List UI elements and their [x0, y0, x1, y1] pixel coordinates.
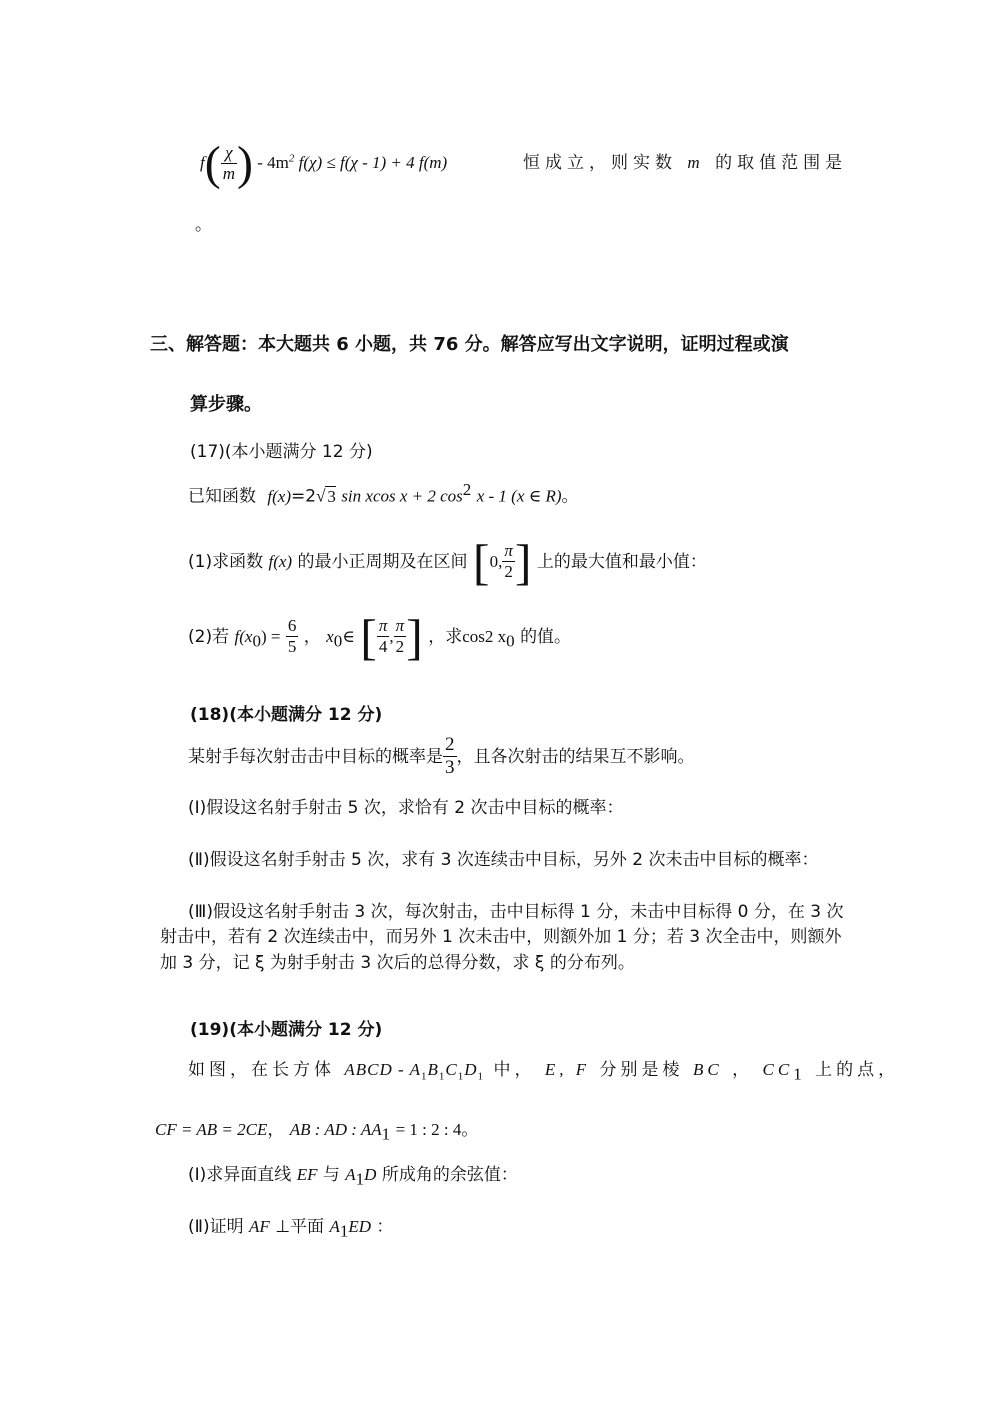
q18-part-i: (Ⅰ)假设这名射手射击 5 次，求恰有 2 次击中目标的概率：: [188, 798, 624, 818]
top-condition-text: 恒成立，则实数 m 的取值范围是: [523, 153, 848, 173]
fraction-pi-over-2: $\frac{\pi}{2}$: [504, 541, 513, 582]
q18-intro: 某射手每次射击击中目标的概率是 $\frac{2}{3}$ ，且各次射击的结果互不影响。: [188, 734, 695, 778]
q17-header: (17)(本小题满分 12 分): [190, 442, 373, 462]
top-formula: f( $\frac{\chi}{m}$ ) - $4m^2$ f(χ) ≤ f(χ - 1) + 4 f(m): [200, 137, 448, 190]
fraction-6-over-5: $\frac{6}{5}$: [287, 616, 297, 657]
q19-header: (19)(本小题满分 12 分): [190, 1020, 383, 1040]
q19-line2: CF = AB = 2CE， AB : AD : $AA_1 = 1$ : 2 : 4。: [155, 1120, 479, 1144]
q17-part2: (2)若 $f(x_0)$ = $\frac{6}{5}$ ， $x_0\in$ [ $\frac{\pi}{4}$ , $\frac{\pi}{2}$ ] ，求cos2 $x_0$ 的值。: [188, 609, 572, 665]
section-heading-line2: 算步骤。: [190, 394, 262, 415]
q19-line1: 如图，在长方体 ABCD - $A_1B_1C_1D_1$ 中， E, F 分别是棱 BC ， $CC_1$ 上的点，: [188, 1060, 900, 1084]
q17-intro: 已知函数 f(x)=2√ 3 sin xcos x + 2 $\cos^2 x - 1$ (x ∈ R)。: [188, 480, 579, 507]
fraction-2-over-3: $\frac{2}{3}$: [445, 734, 455, 778]
q18-part-ii: (Ⅱ)假设这名射手射击 5 次，求有 3 次连续击中目标，另外 2 次未击中目标的概率：: [188, 850, 819, 870]
q18-part-iii-line1: (Ⅲ)假设这名射手射击 3 次，每次射击，击中目标得 1 分，未击中目标得 0 分，在 3 次: [188, 902, 844, 922]
q18-header: (18)(本小题满分 12 分): [190, 705, 383, 725]
section-heading: 三、解答题：本大题共 6 小题，共 76 分。解答应写出文字说明，证明过程或演: [150, 334, 789, 355]
q19-part-ii: (Ⅱ)证明 AF ⊥平面 $A_1ED$ ：: [188, 1217, 394, 1241]
top-end-mark: 。: [195, 215, 212, 235]
q17-part1: (1)求函数 f(x) 的最小正周期及在区间 [0, $\frac{\pi}{2}$ ] 上的最大值和最小值：: [188, 534, 707, 590]
q18-part-iii-line3: 加 3 分，记 ξ 为射手射击 3 次后的总得分数，求 ξ 的分布列。: [160, 953, 635, 973]
q19-part-i: (Ⅰ)求异面直线 EF 与 $A_1D$ 所成角的余弦值：: [188, 1165, 518, 1189]
fraction-chi-over-m: $\frac{\chi}{m}$: [222, 143, 235, 184]
q18-part-iii-line2: 射击中，若有 2 次连续击中，而另外 1 次未击中，则额外加 1 分；若 3 次全击中，则额外: [160, 927, 842, 947]
